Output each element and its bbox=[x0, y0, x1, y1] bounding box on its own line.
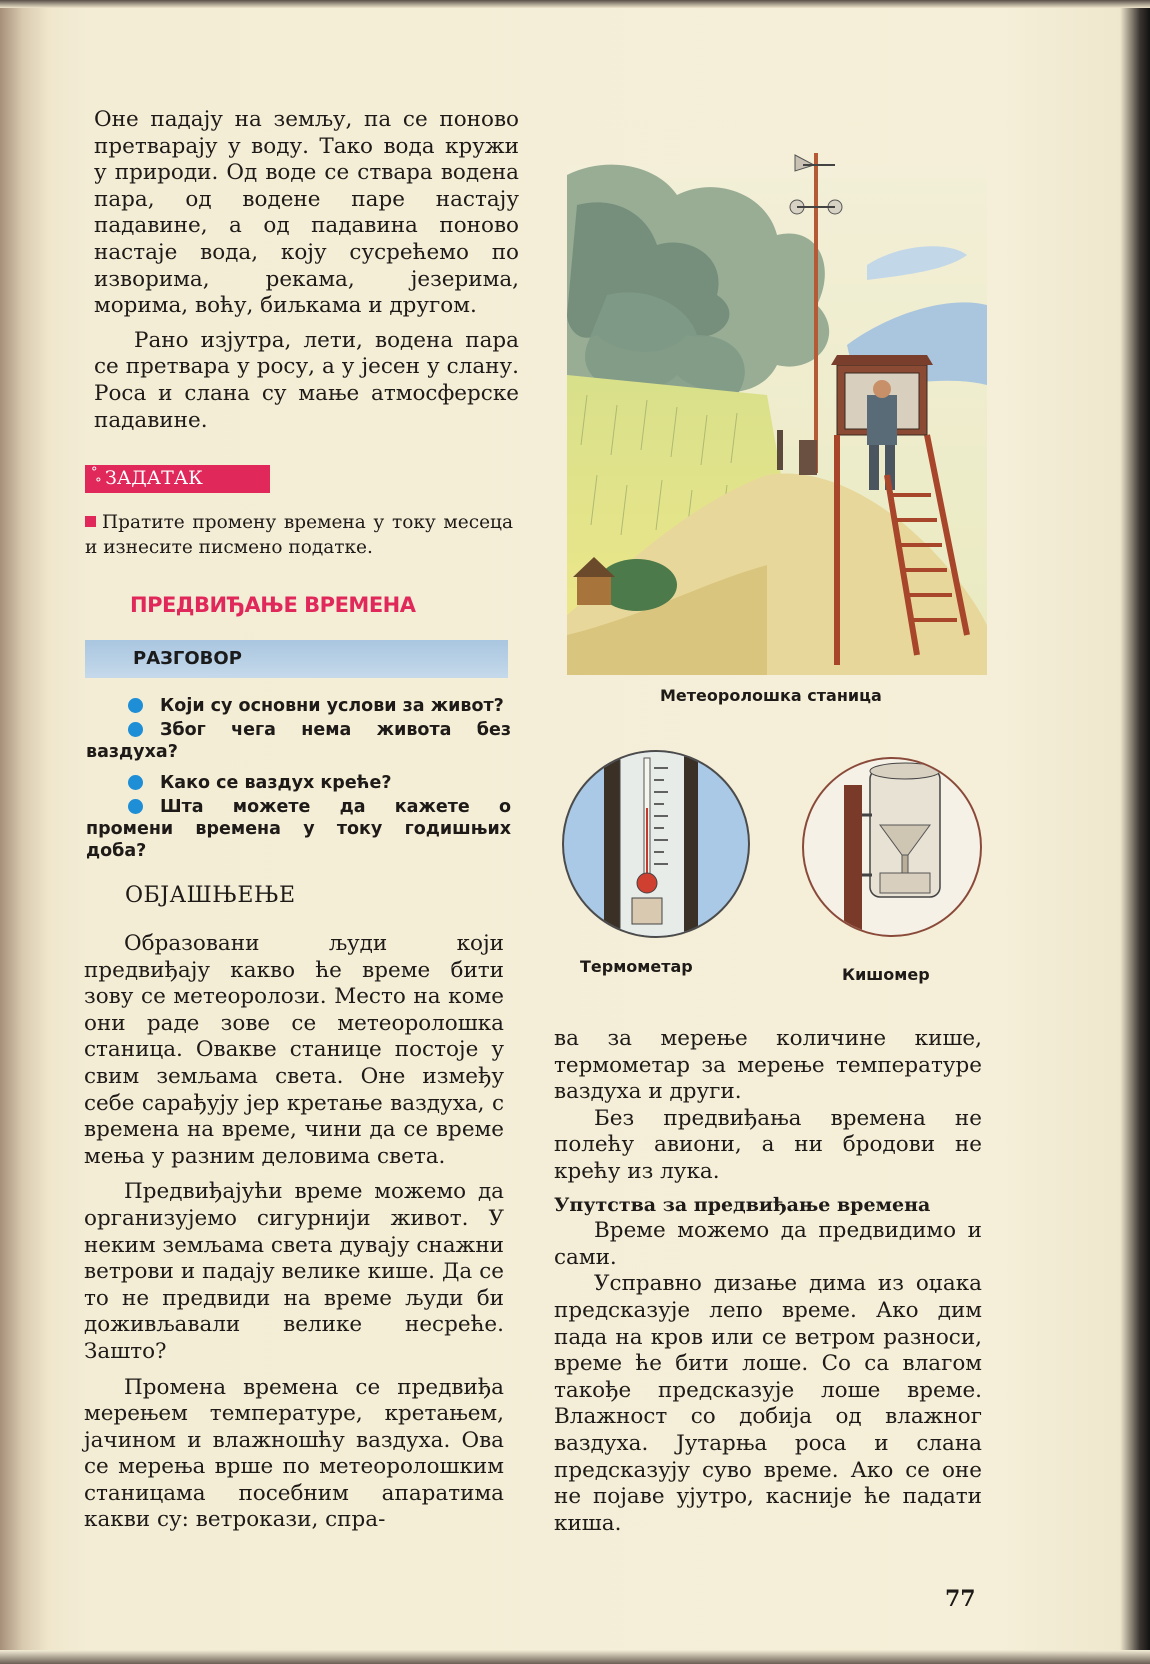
section-title: ПРЕДВИЂАЊЕ ВРЕМЕНА bbox=[130, 593, 416, 617]
bullet-icon bbox=[128, 775, 143, 790]
task-text: Пратите промену времена у току месеца и изнесите писмено податке. bbox=[85, 512, 513, 558]
explanation-paragraph-2: Предвиђајући време можемо да организујемо сигурнији живот. У неким земљама света дувају снажни ветрови и падају велике кише. Да се то не предвиди на време људи би доживљавали велике несреће. Зашто? bbox=[84, 1179, 504, 1364]
question-4: Шта можете да кажете о промени времена у току годишњих доба? bbox=[86, 797, 511, 861]
column-2-paragraph-1: ва за мерење количине кише, термометар за мерење температуре ваздуха и други. bbox=[554, 1026, 982, 1105]
bubble-dots-icon: ° ° bbox=[91, 465, 102, 491]
page-top-edge bbox=[0, 0, 1150, 8]
meteorological-station-illustration bbox=[567, 145, 987, 675]
conversation-banner bbox=[85, 640, 508, 678]
thermometer-illustration bbox=[558, 748, 758, 940]
explanation-text bbox=[84, 931, 504, 1534]
task-banner bbox=[85, 465, 270, 493]
rain-gauge-illustration bbox=[800, 755, 985, 940]
intro-paragraph-1: Оне падају на земљу, па се поново претварају у воду. Тако вода кружи у природи. Од воде се ствара водена пара, од водене паре настају падавине, а од падавина поново настаје вода, коју сусрећемо по изворима, рекама, језерима, морима, воћу, биљкама и другом. bbox=[94, 107, 519, 319]
explanation-paragraph-1: Образовани људи који предвиђају какво ће време бити зову се метеоролози. Место на коме они раде зове се метеоролошка станица. Овакве станице постоје у свим земљама света. Оне између себе сарађују јер кретање ваздуха, с времена на време, чини да се време мења у разним деловима света. bbox=[84, 931, 504, 1169]
intro-text bbox=[94, 107, 519, 434]
conversation-label: РАЗГОВОР bbox=[133, 648, 242, 669]
column-2-paragraph-2: Без предвиђања времена не полећу авиони, а ни бродови не крећу из лука. bbox=[554, 1105, 982, 1184]
rain-gauge-caption: Кишомер bbox=[842, 965, 930, 984]
question-3: Како се ваздух креће? bbox=[160, 773, 392, 793]
task-label: ЗАДАТАК bbox=[105, 467, 203, 489]
question-2: Због чега нема живота без ваздуха? bbox=[86, 720, 511, 762]
thermometer-caption: Термометар bbox=[580, 957, 693, 976]
bullet-icon bbox=[128, 698, 143, 713]
explanation-paragraph-3: Промена времена се предвиђа мерењем температуре, кретањем, јачином и влажношћу ваздуха. Ова се мерења врше по метеоролошким станицама посебним апаратима какви су: ветрокази, спра- bbox=[84, 1374, 504, 1533]
column-2-paragraph-4: Усправно дизање дима из оџака предсказује лепо време. Ако дим пада на кров или се ветром разноси, време ће бити лоше. Со са влагом такође предсказује лоше време. Влажност со добија од влажног ваздуха. Јутарња роса и слана предсказују суво време. Ако се оне не појаве ујутро, касније ће падати киша. bbox=[554, 1271, 982, 1536]
intro-paragraph-2: Рано изјутра, лети, водена пара се претвара у росу, а у јесен у слану. Роса и слана су мање атмосферске падавине. bbox=[94, 327, 519, 433]
column-2-text bbox=[554, 1026, 982, 1537]
station-caption: Метеоролошка станица bbox=[660, 686, 882, 705]
column-2-paragraph-3: Време можемо да предвидимо и сами. bbox=[554, 1218, 982, 1270]
explanation-heading: ОБЈАШЊЕЊЕ bbox=[125, 883, 296, 908]
column-2-subheading: Упутства за предвиђање времена bbox=[554, 1193, 931, 1216]
page-number: 77 bbox=[945, 1586, 976, 1612]
question-1: Који су основни услови за живот? bbox=[160, 696, 504, 716]
task-text-block bbox=[85, 510, 513, 560]
page-bottom-edge bbox=[0, 1650, 1150, 1664]
square-bullet-icon bbox=[85, 516, 96, 527]
